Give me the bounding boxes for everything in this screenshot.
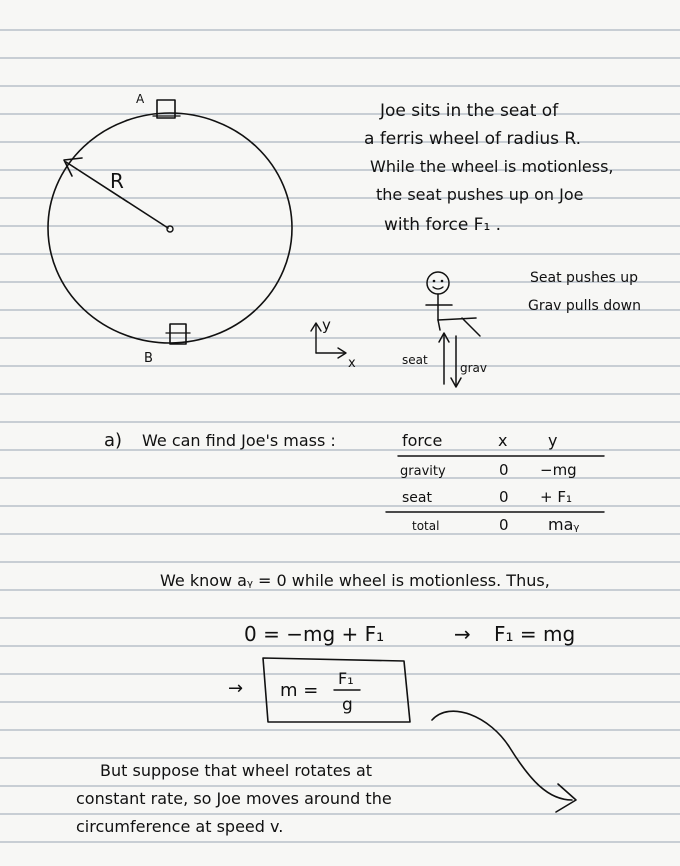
stick-figure-free-body bbox=[402, 272, 487, 387]
followup-line-3: circumference at speed v. bbox=[76, 817, 284, 836]
curved-arrow bbox=[432, 711, 572, 800]
problem-line-5: with force F₁ . bbox=[384, 215, 502, 235]
table-header-y: y bbox=[548, 431, 558, 450]
force-table bbox=[386, 431, 604, 534]
table-header-force: force bbox=[402, 431, 443, 450]
problem-line-2: a ferris wheel of radius R. bbox=[364, 129, 582, 149]
problem-line-3: While the wheel is motionless, bbox=[370, 157, 614, 176]
part-a-statement: We can find Joe's mass : bbox=[142, 431, 336, 450]
side-note bbox=[528, 270, 641, 314]
table-row-seat-y: + F₁ bbox=[540, 488, 572, 506]
table-row-seat-x: 0 bbox=[499, 488, 509, 506]
joe-head bbox=[427, 272, 449, 294]
grav-arrow-label: grav bbox=[460, 361, 488, 375]
boxed-lhs: m = bbox=[280, 680, 319, 701]
problem-statement bbox=[364, 101, 614, 235]
problem-line-1: Joe sits in the seat of bbox=[380, 101, 559, 121]
radius-label: R bbox=[110, 169, 124, 193]
axis-y-label: y bbox=[322, 316, 331, 334]
side-note-line-1: Seat pushes up bbox=[530, 270, 639, 286]
boxed-numerator: F₁ bbox=[338, 669, 354, 688]
table-row-gravity-y: −mg bbox=[540, 461, 577, 479]
table-row-total-y: maᵧ bbox=[548, 515, 580, 534]
side-note-line-2: Grav pulls down bbox=[528, 298, 641, 314]
table-row-gravity-label: gravity bbox=[400, 464, 446, 479]
followup-text bbox=[76, 761, 392, 836]
problem-line-4: the seat pushes up on Joe bbox=[376, 185, 584, 204]
coordinate-axes bbox=[311, 316, 356, 371]
table-row-seat-label: seat bbox=[402, 490, 432, 506]
known-statement: We know aᵧ = 0 while wheel is motionless. Thus, bbox=[160, 571, 550, 590]
seat-a-label: A bbox=[136, 92, 145, 106]
axis-x-label: x bbox=[348, 356, 356, 371]
equation-result: F₁ = mg bbox=[494, 622, 576, 646]
boxed-denominator: g bbox=[342, 695, 353, 715]
table-row-total-label: total bbox=[412, 519, 440, 533]
table-row-gravity-x: 0 bbox=[499, 461, 509, 479]
seat-a-box bbox=[157, 100, 175, 118]
wheel-center bbox=[167, 226, 173, 232]
implies-arrow: → bbox=[454, 622, 471, 646]
seat-b-box bbox=[170, 324, 186, 344]
equation: 0 = −mg + F₁ bbox=[244, 622, 385, 646]
ruled-lines bbox=[0, 30, 680, 842]
followup-line-2: constant rate, so Joe moves around the bbox=[76, 789, 392, 808]
table-row-total-x: 0 bbox=[499, 516, 509, 534]
wheel-circle bbox=[48, 113, 292, 343]
seat-arrow-label: seat bbox=[402, 353, 428, 367]
part-a-label: a) bbox=[104, 430, 123, 451]
seat-b-label: B bbox=[144, 351, 153, 366]
boxed-result-arrow: → bbox=[228, 678, 244, 699]
followup-line-1: But suppose that wheel rotates at bbox=[100, 761, 373, 780]
part-a bbox=[104, 430, 336, 451]
ferris-wheel-diagram bbox=[48, 92, 292, 366]
table-header-x: x bbox=[498, 431, 508, 450]
